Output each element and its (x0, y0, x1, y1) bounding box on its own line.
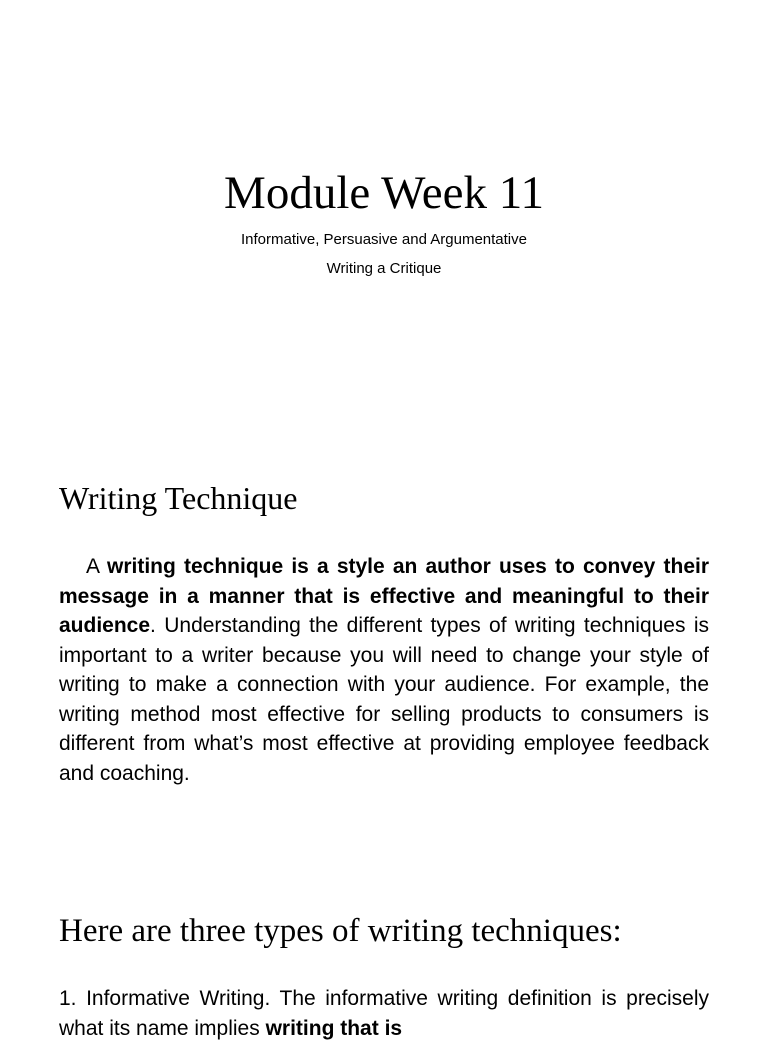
section-heading-writing-technique: Writing Technique (59, 480, 298, 516)
subtitle-line-2: Writing a Critique (326, 260, 442, 277)
paragraph-rest: . Understanding the different types of writing techniques is important to a writer because you will need to change your style of writing to make a connection with your audience. For example, the writing method most effective for selling products to consumers is different from what’s most effective at providing employee feedback and coaching. (59, 614, 709, 785)
page-title: Module Week 11 (224, 167, 544, 219)
subtitle-line-1: Informative, Persuasive and Argumentative (241, 231, 527, 248)
list-item-informative-writing (59, 984, 709, 1043)
paragraph-bold-definition: writing technique is a style an author uses to convey their message in a manner that is effective and meaningful to their audience (59, 555, 709, 637)
paragraph-writing-technique (59, 552, 709, 788)
section-heading-types: Here are three types of writing techniques: (59, 913, 622, 949)
list-item-bold-text: writing that is (265, 1016, 403, 1040)
list-item-text: 1. Informative Writing. The informative writing definition is precisely what its name implies (59, 987, 709, 1040)
paragraph-lead: A (86, 555, 108, 578)
